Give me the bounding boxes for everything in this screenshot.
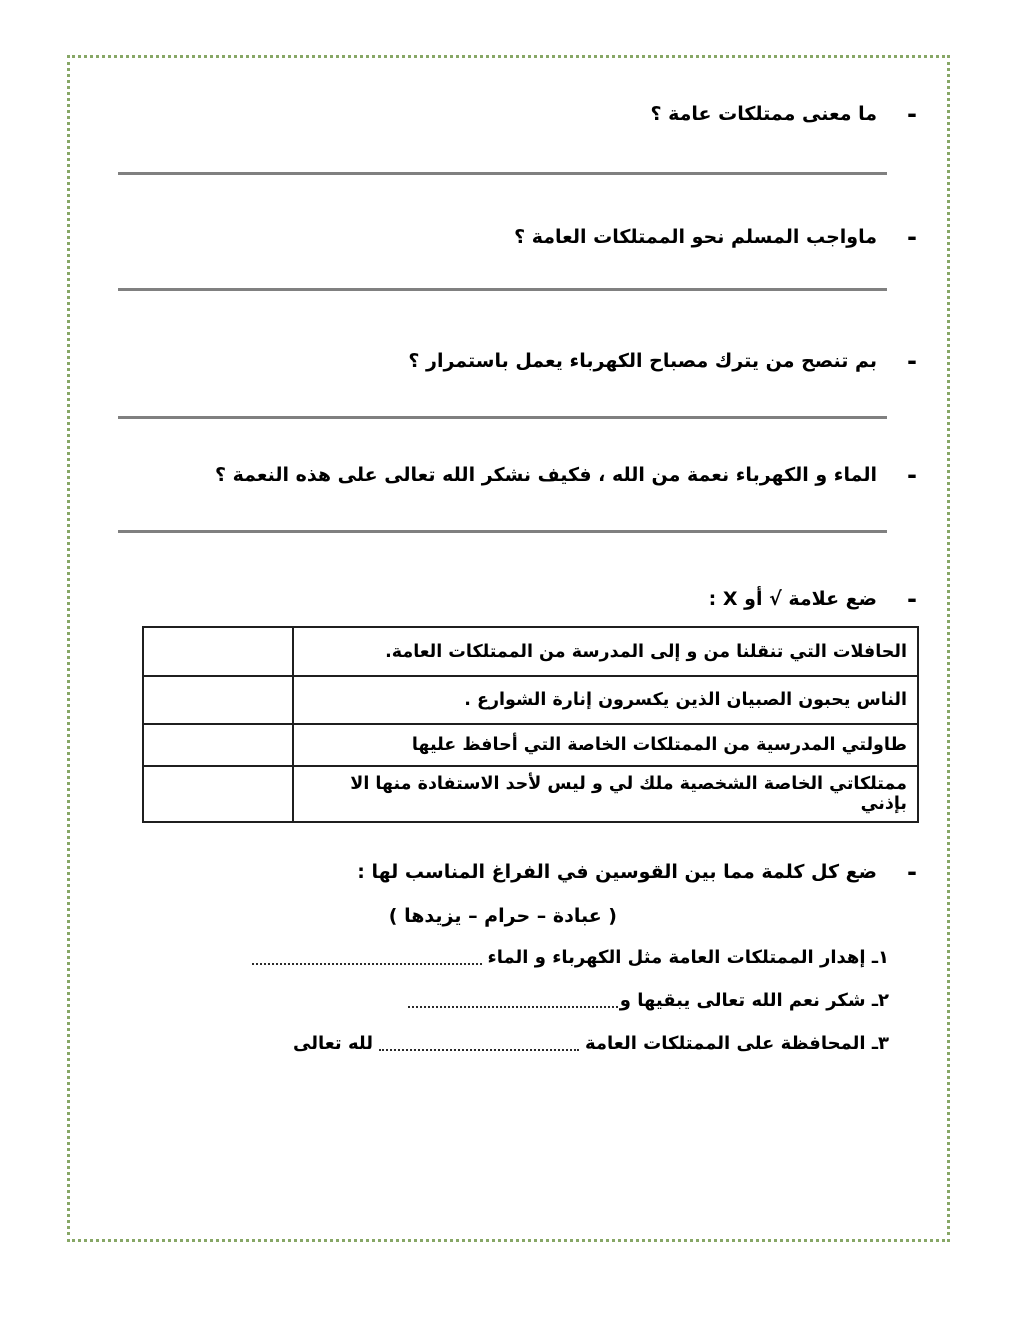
check-instruction-text: ضع علامة √ أو X : <box>708 588 878 610</box>
table-statement-2: الناس يحبون الصبيان الذين يكسرون إنارة الشوارع . <box>293 676 918 724</box>
check-cell-2[interactable] <box>143 676 293 724</box>
dash-bullet: - <box>907 858 917 886</box>
table-statement-3: طاولتي المدرسية من الممتلكات الخاصة التي أحافظ عليها <box>293 724 918 766</box>
fill-blank-1[interactable] <box>252 949 482 965</box>
table-row <box>143 676 918 724</box>
table-row <box>143 724 918 766</box>
answer-line-3[interactable] <box>118 416 887 419</box>
dash-bullet: - <box>907 100 917 128</box>
fill-item-3 <box>293 1033 889 1054</box>
page-border-frame <box>67 55 950 1242</box>
check-cell-4[interactable] <box>143 766 293 822</box>
answer-line-1[interactable] <box>118 172 887 175</box>
check-cell-1[interactable] <box>143 627 293 676</box>
question-2 <box>514 223 917 251</box>
question-1 <box>650 100 917 128</box>
fill-blank-3[interactable] <box>379 1035 579 1051</box>
answer-line-4[interactable] <box>118 530 887 533</box>
answer-line-2[interactable] <box>118 288 887 291</box>
table-row <box>143 627 918 676</box>
check-instruction <box>708 585 917 613</box>
fill-instruction-text: ضع كل كلمة مما بين القوسين في الفراغ المناسب لها : <box>357 861 878 883</box>
dash-bullet: - <box>907 585 917 613</box>
question-4 <box>215 461 917 489</box>
table-statement-4: ممتلكاتي الخاصة الشخصية ملك لي و ليس لأحد الاستفادة منها الا بإذني <box>293 766 918 822</box>
check-cell-3[interactable] <box>143 724 293 766</box>
fill-item-2-text: ٢ـ شكر نعم الله تعالى يبقيها و <box>619 990 889 1011</box>
word-bank: ( عبادة – حرام – يزيدها ) <box>388 905 617 927</box>
question-4-text: الماء و الكهرباء نعمة من الله ، فكيف نشكر الله تعالى على هذه النعمة ؟ <box>215 464 878 486</box>
table-statement-1: الحافلات التي تنقلنا من و إلى المدرسة من الممتلكات العامة. <box>293 627 918 676</box>
fill-item-2 <box>408 990 889 1011</box>
question-3 <box>408 347 917 375</box>
fill-item-3-text: ٣ـ المحافظة على الممتلكات العامة <box>584 1033 889 1054</box>
fill-item-1-text: ١ـ إهدار الممتلكات العامة مثل الكهرباء و الماء <box>487 947 889 968</box>
question-3-text: بم تنصح من يترك مصباح الكهرباء يعمل باستمرار ؟ <box>408 350 878 372</box>
question-2-text: ماواجب المسلم نحو الممتلكات العامة ؟ <box>514 226 878 248</box>
dash-bullet: - <box>907 461 917 489</box>
fill-blank-2[interactable] <box>408 992 618 1008</box>
check-table <box>142 626 919 823</box>
fill-item-3-suffix: لله تعالى <box>293 1033 373 1054</box>
dash-bullet: - <box>907 347 917 375</box>
fill-instruction <box>357 858 917 886</box>
fill-item-1 <box>252 947 889 968</box>
question-1-text: ما معنى ممتلكات عامة ؟ <box>650 103 878 125</box>
dash-bullet: - <box>907 223 917 251</box>
table-row <box>143 766 918 822</box>
